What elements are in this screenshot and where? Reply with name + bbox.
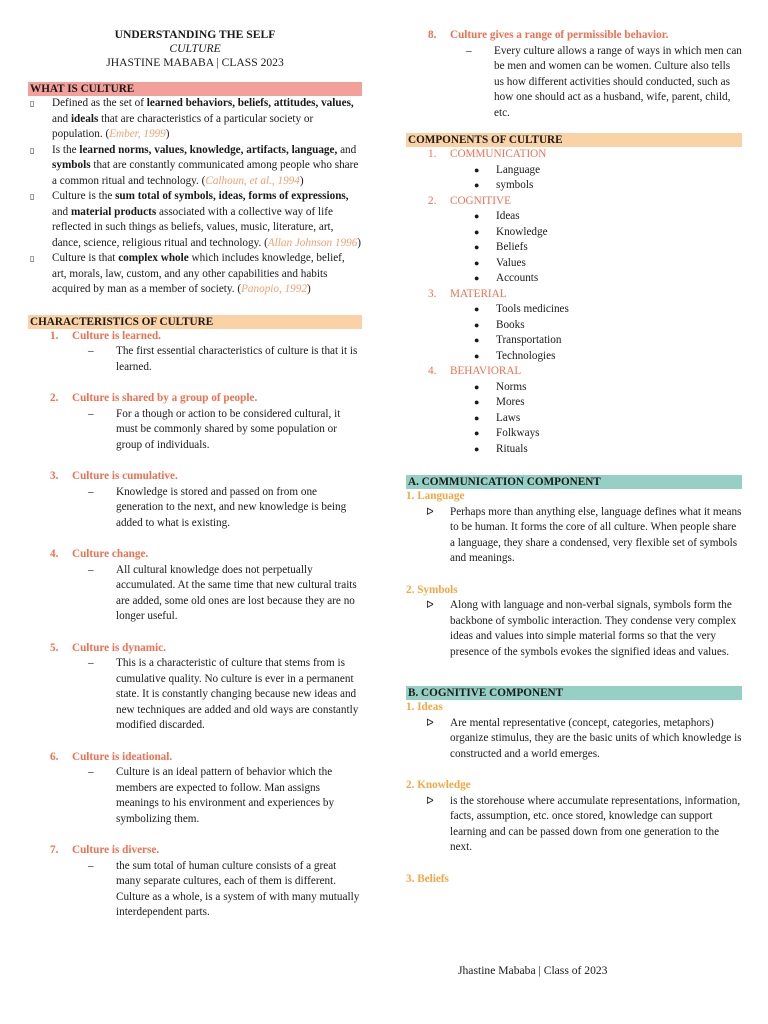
citation-close: )	[306, 283, 311, 295]
component-item-label: Norms	[496, 380, 527, 393]
spacer	[28, 734, 362, 750]
characteristic-desc-row	[88, 765, 362, 827]
characteristic-title-row	[406, 28, 742, 44]
subsection-title: 2. Knowledge	[406, 779, 471, 791]
bullet-dot-icon: ●	[474, 412, 480, 423]
characteristic-title: Culture is shared by a group of people.	[72, 392, 258, 404]
component-item	[474, 209, 742, 225]
bullet-dot-icon: ●	[474, 257, 480, 268]
bullet-dot-icon: ●	[474, 304, 480, 314]
component-number: 3.	[428, 287, 437, 300]
characteristic-number: 7.	[50, 844, 59, 856]
component-name: MATERIAL	[450, 287, 507, 300]
characteristic-desc: Culture is an ideal pattern of behavior which the members are expected to follow. Man assigns meanings to his environment and experiences by symbolizing them.	[116, 766, 335, 825]
definition-pre: Is the	[52, 143, 80, 156]
dash-icon: –	[88, 859, 94, 872]
characteristic-title: Culture is dynamic.	[72, 641, 166, 654]
bullet-dot-icon: ●	[474, 381, 480, 392]
characteristic-item	[28, 469, 362, 547]
characteristic-number: 1.	[50, 329, 59, 342]
characteristic-title: Culture is cumulative.	[72, 470, 178, 482]
page-title: UNDERSTANDING THE SELF	[114, 28, 276, 41]
bullet-dot-icon: ●	[474, 335, 480, 345]
definition-post: that are characteristics of a particular society or population. (	[52, 112, 314, 140]
subsection-item	[426, 505, 742, 567]
definition-bold-terms: learned behaviors, beliefs, attitudes, values,	[146, 97, 354, 109]
definition-bold-terms: complex whole	[118, 252, 189, 264]
component-item	[474, 256, 742, 272]
definition-bold-terms: learned norms, values, knowledge, artifacts, language,	[79, 143, 338, 156]
section-heading-communication-component: A. COMMUNICATION COMPONENT	[406, 475, 742, 489]
component-item	[474, 271, 742, 287]
component-item	[474, 178, 742, 194]
bullet-square-icon: ▯	[30, 99, 35, 108]
characteristic-desc: Every culture allows a range of ways in which men can be men and women can be women. Culture also tells us how different activities should conducted, such as how one should act as a husband, wife, parent, child, etc.	[494, 44, 742, 119]
definition-bold-terms: sum total of symbols, ideas, forms of expressions,	[115, 190, 349, 202]
component-number: 2.	[428, 194, 437, 207]
component-item	[474, 395, 742, 411]
component-number: 1.	[428, 148, 437, 160]
characteristic-desc-row	[88, 344, 362, 375]
subsection-title: 2. Symbols	[406, 583, 458, 596]
component-item	[474, 163, 742, 179]
component-item-label: Values	[496, 256, 526, 269]
section-heading-cognitive-component: B. COGNITIVE COMPONENT	[406, 686, 742, 700]
characteristic-desc-row	[88, 563, 362, 625]
spacer	[406, 856, 742, 872]
component-item-label: Accounts	[496, 272, 539, 284]
dash-icon: –	[88, 345, 94, 357]
definition-pre: Defined as the set of	[52, 97, 147, 109]
characteristic-desc-row	[88, 656, 362, 734]
page-footer: Jhastine Mababa | Class of 2023	[458, 964, 608, 977]
component-item-label: Tools medicines	[496, 303, 569, 315]
bullet-square-icon: ▯	[30, 192, 35, 201]
characteristic-item	[28, 843, 362, 921]
characteristic-desc-row	[88, 859, 362, 921]
component-item-label: Knowledge	[496, 225, 548, 238]
characteristic-title-row	[28, 750, 362, 766]
bullet-dot-icon: ●	[474, 180, 480, 190]
definition-item	[28, 96, 362, 143]
bullet-dot-icon: ●	[474, 443, 480, 454]
bullet-dot-icon: ●	[474, 211, 480, 221]
characteristic-number: 8.	[428, 29, 437, 41]
triangle-bullet-icon: ᐅ	[426, 717, 434, 729]
bullet-dot-icon: ●	[474, 350, 480, 361]
characteristic-item	[28, 329, 362, 392]
component-group-title	[406, 194, 742, 210]
citation-close: )	[299, 174, 304, 187]
characteristics-list	[28, 329, 362, 921]
definition-text	[52, 143, 362, 190]
component-item	[474, 302, 742, 318]
subsection-title: 3. Beliefs	[406, 872, 449, 885]
characteristic-number: 4.	[50, 548, 59, 560]
component-item-label: Rituals	[496, 442, 528, 455]
characteristic-title-row	[28, 329, 362, 345]
component-name: COMMUNICATION	[450, 148, 547, 160]
bullet-dot-icon: ●	[474, 428, 480, 438]
what-is-culture-list	[28, 96, 362, 298]
component-item-label: Books	[496, 318, 525, 331]
characteristic-desc: the sum total of human culture consists of a great many separate cultures, each of them is different. Culture as a whole, is a system of with many mutually interdependent parts.	[116, 859, 360, 918]
page-subtitle: CULTURE	[169, 42, 221, 55]
component-item	[474, 240, 742, 256]
subsection-text: Are mental representative (concept, categories, metaphors) organize stimulus, they are the basic units of which knowledge is constructed and a world emerges.	[450, 716, 742, 760]
characteristic-item	[28, 391, 362, 469]
definition-mid: which includes knowledge, belief, art, morals, law, custom, and any other capabilities and habits acquired by man as a member of society. (	[52, 252, 345, 295]
dash-icon: –	[88, 766, 94, 778]
definition-bold-term: material products	[70, 205, 157, 218]
left-column	[28, 28, 362, 921]
characteristic-item	[28, 750, 362, 844]
characteristic-title: Culture is ideational.	[72, 750, 173, 763]
characteristic-title-row	[28, 547, 362, 563]
component-group-title	[406, 147, 742, 163]
component-item	[474, 318, 742, 334]
definition-item	[28, 189, 362, 251]
characteristic-title: Culture is diverse.	[72, 844, 160, 856]
definition-pre: Culture is that	[52, 252, 119, 264]
component-item-label: Laws	[496, 411, 521, 424]
characteristic-number: 2.	[50, 392, 59, 404]
component-item-label: Technologies	[496, 349, 556, 362]
dash-icon: –	[88, 485, 94, 498]
characteristic-title-row	[28, 843, 362, 859]
citation: Panopio, 1992	[241, 283, 307, 295]
characteristic-item	[28, 641, 362, 750]
bullet-dot-icon: ●	[474, 164, 480, 175]
bullet-dot-icon: ●	[474, 397, 480, 407]
section-heading-components: COMPONENTS OF CULTURE	[406, 133, 742, 147]
subsection-text: Perhaps more than anything else, language defines what it means to be human. It forms the core of all culture. When people share a language, they share a condensed, very flexible set of symbols and meanings.	[450, 505, 742, 564]
component-name: COGNITIVE	[450, 194, 511, 207]
subsection-item	[426, 598, 742, 660]
component-item	[474, 349, 742, 365]
right-column	[406, 28, 742, 887]
characteristic-item	[406, 28, 742, 121]
citation: Calhoun, et al., 1994	[205, 174, 300, 187]
definition-text	[52, 189, 362, 251]
characteristic-desc-row	[88, 407, 362, 454]
spacer	[406, 567, 742, 583]
component-item-label: symbols	[496, 179, 534, 191]
spacer	[28, 453, 362, 469]
characteristic-desc: This is a characteristic of culture that stems from is cumulative quality. No culture is ever in a permanent state. It is constantly changing because new ideas and new techniques are added and old ways are constantly modified discarded.	[116, 657, 359, 731]
section-heading-what-is-culture: WHAT IS CULTURE	[28, 82, 362, 96]
characteristic-number: 5.	[50, 641, 59, 654]
component-item-label: Ideas	[496, 210, 520, 222]
component-item	[474, 380, 742, 396]
characteristic-title-row	[28, 641, 362, 657]
definition-post: associated with a collective way of life reflected in such things as beliefs, values, music, literature, art, dance, science, religious ritual and technology. (	[52, 205, 334, 249]
definition-bold-term: ideals	[70, 112, 99, 125]
characteristic-desc: Knowledge is stored and passed on from one generation to the next, and new knowledge is being added to what is existing.	[116, 485, 347, 529]
bullet-dot-icon: ●	[474, 242, 480, 252]
component-item-label: Language	[496, 163, 541, 176]
characteristics-continued	[406, 28, 742, 121]
component-item	[474, 442, 742, 458]
definition-mid: and	[52, 205, 71, 218]
dash-icon: –	[88, 657, 94, 669]
bullet-dot-icon: ●	[474, 273, 480, 283]
triangle-bullet-icon: ᐅ	[426, 795, 434, 807]
definition-pre: Culture is the	[52, 190, 116, 202]
citation-close: )	[165, 128, 170, 140]
dash-icon: –	[88, 563, 94, 576]
definition-text	[52, 251, 362, 298]
definition-item	[28, 251, 362, 298]
author-line: JHASTINE MABABA | CLASS 2023	[106, 56, 284, 69]
definition-mid: and	[337, 143, 357, 156]
citation: Ember, 1999	[109, 128, 166, 140]
characteristic-desc: All cultural knowledge does not perpetually accumulated. At the same time that new cultural traits are added, some old ones are lost because they are no longer useful.	[116, 563, 357, 622]
characteristic-number: 3.	[50, 470, 59, 482]
citation-close: )	[357, 236, 362, 249]
spacer	[406, 762, 742, 778]
bullet-square-icon: ▯	[30, 254, 35, 263]
characteristic-title-row	[28, 469, 362, 485]
characteristic-desc: The first essential characteristics of culture is that it is learned.	[116, 345, 358, 373]
subsection-title: 1. Language	[406, 490, 465, 502]
subsection-item	[426, 794, 742, 856]
cognitive-component-list	[406, 700, 742, 887]
bullet-dot-icon: ●	[474, 226, 480, 237]
component-item-label: Beliefs	[496, 241, 528, 253]
characteristic-title-row	[28, 391, 362, 407]
spacer	[406, 660, 742, 676]
characteristic-item	[28, 547, 362, 641]
definition-bold-term: symbols	[52, 159, 91, 171]
characteristic-title: Culture change.	[72, 548, 149, 560]
component-number: 4.	[428, 365, 437, 377]
characteristic-desc-row	[88, 485, 362, 532]
spacer	[28, 375, 362, 391]
component-item	[474, 225, 742, 241]
subsection-title: 1. Ideas	[406, 701, 443, 713]
spacer	[28, 827, 362, 843]
triangle-bullet-icon: ᐅ	[426, 506, 434, 518]
definition-mid: and	[52, 112, 71, 125]
component-item	[474, 333, 742, 349]
bullet-dot-icon: ●	[474, 319, 480, 330]
citation: Allan Johnson 1996	[267, 236, 358, 249]
component-item	[474, 411, 742, 427]
component-item-label: Mores	[496, 396, 525, 408]
component-item	[474, 426, 742, 442]
characteristic-desc: For a though or action to be considered cultural, it must be commonly shared by some population or group of individuals.	[116, 407, 341, 451]
dash-icon: –	[88, 407, 94, 420]
subsection-item	[426, 716, 742, 763]
characteristic-desc-row	[466, 44, 742, 122]
spacer	[28, 531, 362, 547]
bullet-square-icon: ▯	[30, 145, 35, 155]
component-item-label: Folkways	[496, 427, 540, 439]
subsection-text: Along with language and non-verbal signals, symbols form the backbone of symbolic interaction. They condense very complex ideas and values into simple material forms so that the very presence of the symbols evokes the signified ideas and values.	[450, 599, 737, 658]
components-list	[406, 147, 742, 457]
component-group-title	[406, 364, 742, 380]
spacer	[28, 625, 362, 641]
definition-text	[52, 96, 362, 143]
section-heading-characteristics: CHARACTERISTICS OF CULTURE	[28, 315, 362, 329]
characteristic-title: Culture is learned.	[72, 329, 161, 342]
definition-item	[28, 143, 362, 190]
triangle-bullet-icon: ᐅ	[426, 600, 434, 611]
component-group-title	[406, 287, 742, 303]
characteristic-number: 6.	[50, 750, 59, 763]
characteristic-title: Culture gives a range of permissible behavior.	[450, 29, 669, 41]
component-name: BEHAVIORAL	[450, 365, 522, 377]
definition-post: that are constantly communicated among people who share a common ritual and technology. (	[52, 159, 359, 187]
communication-component-list	[406, 489, 742, 676]
subsection-text: is the storehouse where accumulate representations, information, facts, assumption, etc. once stored, knowledge can support learning and can be passed down from one generation to the next.	[450, 794, 741, 853]
component-item-label: Transportation	[496, 334, 562, 346]
dash-icon: –	[466, 44, 472, 57]
